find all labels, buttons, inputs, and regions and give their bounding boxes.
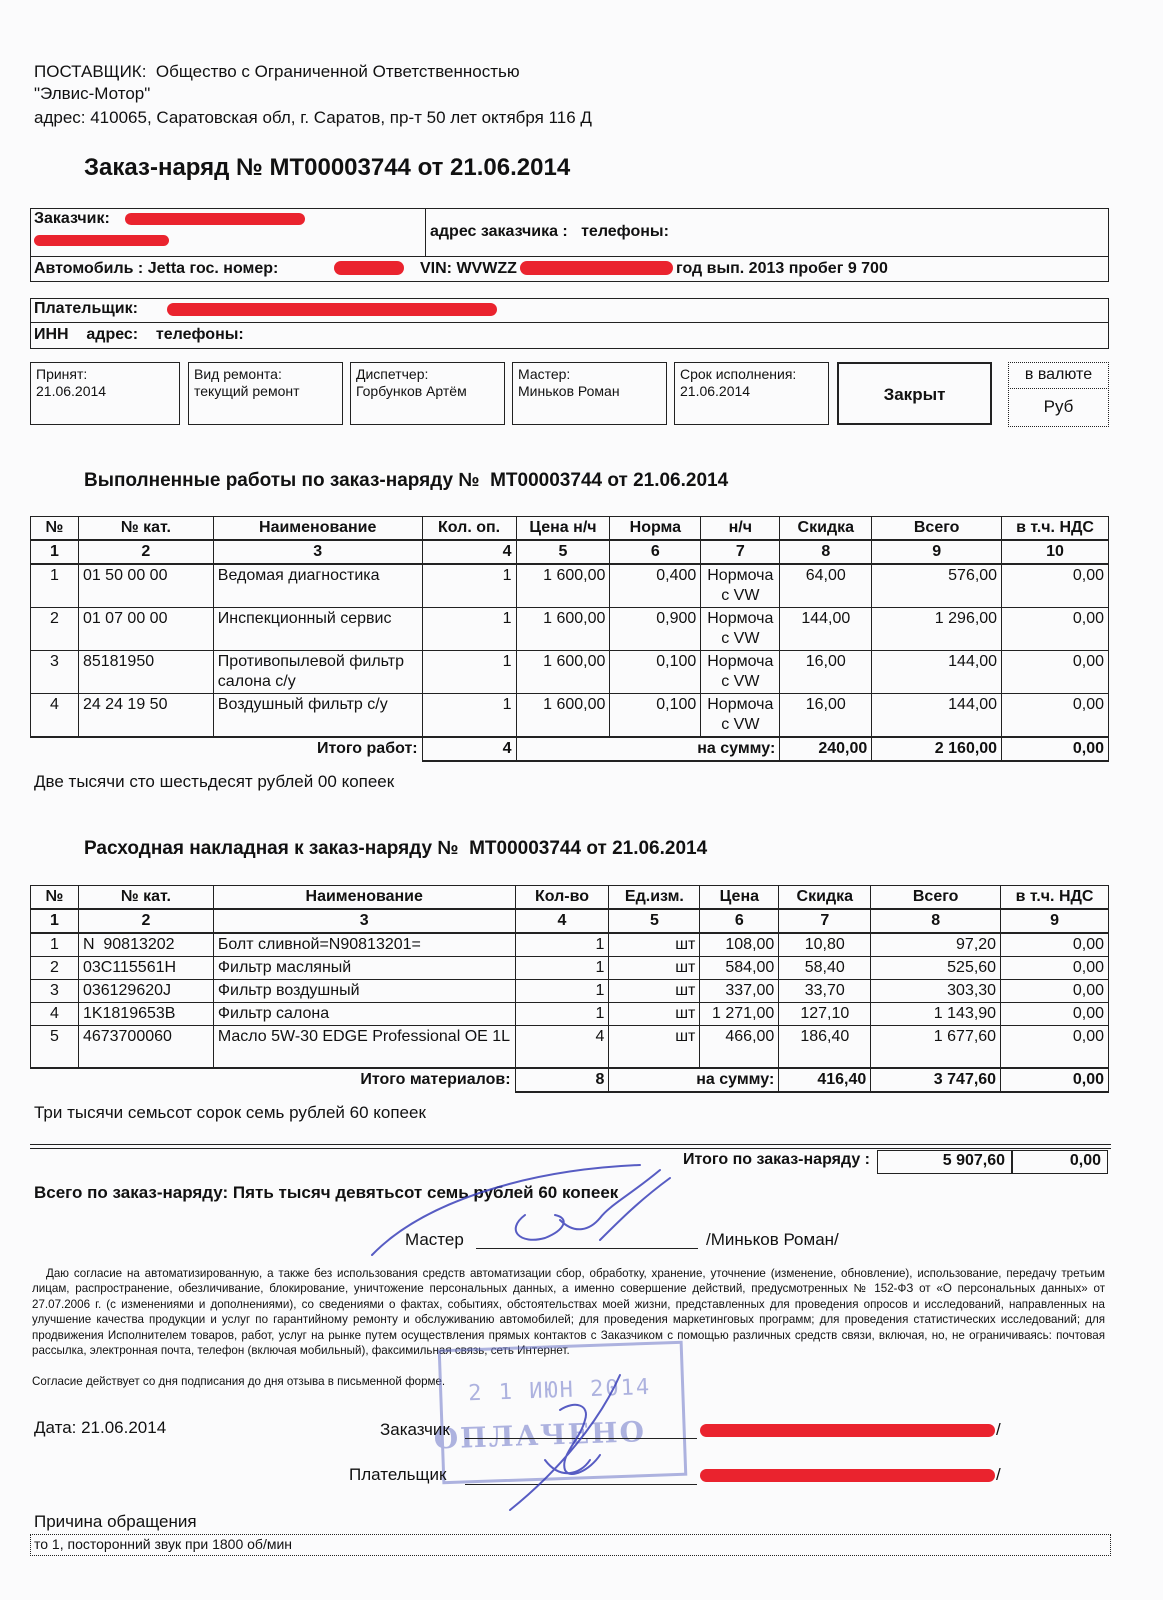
cell-price: 1 271,00 (700, 1003, 779, 1026)
customer-label: Заказчик: (34, 210, 110, 227)
cell-discount: 10,80 (779, 933, 871, 957)
cell-cat: 24 24 19 50 (78, 694, 213, 738)
materials-col-name: Наименование (213, 886, 515, 910)
cell-vat: 0,00 (1001, 1026, 1109, 1068)
cell-total: 576,00 (872, 564, 1002, 608)
works-col-discount: Скидка (780, 517, 872, 541)
materials-col-vat: в т.ч. НДС (1001, 886, 1109, 910)
colnum: 4 (515, 909, 609, 933)
cell-no: 3 (31, 980, 79, 1003)
currency-label: в валюте (1024, 366, 1093, 383)
master-label: Мастер: (518, 366, 571, 382)
status-label: Закрыт (883, 385, 946, 404)
cell-total: 144,00 (872, 694, 1002, 738)
stamp-word: ОПЛАЧЕНО (433, 1415, 647, 1456)
materials-total-sum: 3 747,60 (871, 1068, 1001, 1092)
cell-name: Ведомая диагностика (213, 564, 422, 608)
colnum: 9 (872, 540, 1002, 564)
cell-total: 1 143,90 (871, 1003, 1001, 1026)
cell-vat: 0,00 (1001, 1003, 1109, 1026)
reason-label: Причина обращения (34, 1512, 197, 1531)
grand-total-vat: 0,00 (1012, 1150, 1108, 1174)
payer-sign-label: Плательщик (349, 1465, 447, 1484)
works-col-total: Всего (872, 517, 1002, 541)
supplier-name: "Элвис-Мотор" (34, 84, 151, 103)
customer-signature (510, 1375, 620, 1510)
cell-no: 4 (31, 694, 79, 738)
dispatcher-label: Диспетчер: (356, 366, 429, 382)
colnum: 3 (213, 909, 515, 933)
currency-value: Руб (1043, 397, 1074, 416)
received-value: 21.06.2014 (36, 383, 107, 399)
materials-col-cat: № кат. (78, 886, 213, 910)
cell-discount: 16,00 (780, 694, 872, 738)
cell-price: 466,00 (700, 1026, 779, 1068)
cell-total: 525,60 (871, 957, 1001, 980)
colnum: 7 (779, 909, 871, 933)
cell-price: 108,00 (700, 933, 779, 957)
works-col-unit: н/ч (701, 517, 780, 541)
cell-name: Масло 5W-30 EDGE Professional OE 1L (213, 1026, 515, 1068)
materials-col-discount: Скидка (779, 886, 871, 910)
cell-name: Инспекционный сервис (213, 608, 422, 651)
colnum: 8 (871, 909, 1001, 933)
cell-total: 1 677,60 (871, 1026, 1001, 1068)
grand-total-label: Итого по заказ-наряду : (683, 1151, 870, 1168)
materials-col-unit: Ед.изм. (609, 886, 700, 910)
cell-discount: 64,00 (780, 564, 872, 608)
cell-norm: 0,400 (610, 564, 701, 608)
colnum: 2 (78, 540, 213, 564)
cell-unit: шт (609, 933, 700, 957)
cell-qty: 4 (515, 1026, 609, 1068)
cell-cat: 01 50 00 00 (78, 564, 213, 608)
cell-cat: 1K1819653B (78, 1003, 213, 1026)
dispatcher-value: Горбунков Артём (356, 383, 467, 399)
cell-norm: 0,900 (610, 608, 701, 651)
works-in-words: Две тысячи сто шестьдесят рублей 00 копеек (34, 772, 395, 791)
cell-price: 1 600,00 (516, 651, 610, 694)
cell-cat: 85181950 (78, 651, 213, 694)
materials-in-words: Три тысячи семьсот сорок семь рублей 60 копеек (34, 1103, 426, 1122)
cell-qty: 1 (422, 608, 516, 651)
works-col-qty: Кол. оп. (422, 517, 516, 541)
materials-col-qty: Кол-во (515, 886, 609, 910)
cell-price: 1 600,00 (516, 694, 610, 738)
cell-unit: Нормоча с VW (701, 651, 780, 694)
year-mileage: год вып. 2013 пробег 9 700 (676, 260, 888, 277)
cell-unit: шт (609, 957, 700, 980)
cell-name: Воздушный фильтр с/у (213, 694, 422, 738)
works-col-cat: № кат. (78, 517, 213, 541)
grand-total-in-words: Всего по заказ-наряду: Пять тысяч девятьсот семь рублей 60 копеек (34, 1183, 619, 1202)
cell-unit: шт (609, 1003, 700, 1026)
cell-no: 1 (31, 564, 79, 608)
cell-discount: 16,00 (780, 651, 872, 694)
cell-vat: 0,00 (1001, 980, 1109, 1003)
reason-text: то 1, посторонний звук при 1800 об/мин (34, 1536, 293, 1552)
cell-norm: 0,100 (610, 651, 701, 694)
cell-name: Фильтр салона (213, 1003, 515, 1026)
payer-sign-end: / (996, 1465, 1001, 1484)
cell-total: 303,30 (871, 980, 1001, 1003)
cell-cat: 036129620J (78, 980, 213, 1003)
colnum: 1 (31, 909, 79, 933)
consent-validity: Согласие действует со дня подписания до дня отзыва в письменной форме. (32, 1375, 446, 1388)
master-signature (372, 1165, 670, 1255)
cell-name: Болт сливной=N90813201= (213, 933, 515, 957)
cell-discount: 127,10 (779, 1003, 871, 1026)
payer-inn-line: ИНН адрес: телефоны: (34, 326, 244, 343)
master-value: Миньков Роман (518, 383, 620, 399)
page-title: Заказ-наряд № МТ00003744 от 21.06.2014 (84, 154, 571, 181)
colnum: 2 (78, 909, 213, 933)
colnum: 5 (516, 540, 610, 564)
materials-col-total: Всего (871, 886, 1001, 910)
cell-price: 337,00 (700, 980, 779, 1003)
cell-vat: 0,00 (1001, 957, 1109, 980)
materials-total-vat: 0,00 (1001, 1068, 1109, 1092)
payer-label: Плательщик: (34, 300, 138, 317)
cell-cat: 03C115561H (78, 957, 213, 980)
works-col-no: № (31, 517, 79, 541)
colnum: 7 (701, 540, 780, 564)
cell-name: Фильтр масляный (213, 957, 515, 980)
vin: VIN: WVWZZ (420, 260, 517, 277)
cell-name: Противопылевой фильтр салона с/у (213, 651, 422, 694)
cell-qty: 1 (422, 651, 516, 694)
works-col-vat: в т.ч. НДС (1002, 517, 1109, 541)
colnum: 10 (1002, 540, 1109, 564)
master-sign-name: /Миньков Роман/ (706, 1230, 839, 1249)
cell-no: 1 (31, 933, 79, 957)
materials-col-no: № (31, 886, 79, 910)
materials-sum-label: на сумму: (609, 1068, 779, 1092)
cell-norm: 0,100 (610, 694, 701, 738)
cell-qty: 1 (515, 957, 609, 980)
cell-no: 4 (31, 1003, 79, 1026)
cell-unit: шт (609, 980, 700, 1003)
cell-total: 1 296,00 (872, 608, 1002, 651)
colnum: 4 (422, 540, 516, 564)
supplier-address: адрес: 410065, Саратовская обл, г. Саратов, пр-т 50 лет октября 116 Д (34, 108, 592, 127)
works-total-sum: 2 160,00 (872, 737, 1002, 761)
cell-discount: 186,40 (779, 1026, 871, 1068)
cell-qty: 1 (515, 933, 609, 957)
cell-unit: Нормоча с VW (701, 564, 780, 608)
repair-type-label: Вид ремонта: (194, 366, 282, 382)
colnum: 6 (700, 909, 779, 933)
cell-discount: 144,00 (780, 608, 872, 651)
works-total-discount: 240,00 (780, 737, 872, 761)
cell-cat: 01 07 00 00 (78, 608, 213, 651)
works-col-price: Цена н/ч (516, 517, 610, 541)
cell-no: 3 (31, 651, 79, 694)
materials-total-discount: 416,40 (779, 1068, 871, 1092)
received-label: Принят: (36, 366, 88, 382)
customer-address-phones: адрес заказчика : телефоны: (430, 223, 669, 240)
supplier-line1: ПОСТАВЩИК: Общество с Ограниченной Ответственностью (34, 62, 520, 81)
cell-qty: 1 (515, 1003, 609, 1026)
customer-sign-label: Заказчик (380, 1420, 450, 1439)
consent-text: Даю согласие на автоматизированную, а также без использования средств автоматизации сбор, обработку, хранение, уточнение (изменение, обновление), использование, передачу третьим лицам, распространение, обезличивание, блокирование, уничтожение персональных данных, а именно совершение действий, предусмотренных № 152-ФЗ от «О персональных данных» от 27.07.2006 г. (с изменениями и дополнениями), со сведениями о фактах, событиях, обстоятельствах моей жизни, представленных для проведения опросов и исследований, направленных на улучшение качества продукции и услуг по гарантийному ремонту и обслуживанию автомобилей; для проведения маркетинговых программ; для проведения статистических исследований; для продвижения Исполнителем товаров, работ, услуг на рынке путем осуществления прямых контактов с Заказчиком с помощью различных средств связи, включая, но, не ограничиваясь: почтовая рассылка, электронная почта, телефон (включая мобильный), факсимильная связь, сеть Интернет. (32, 1267, 1105, 1358)
works-total-qty: 4 (422, 737, 516, 761)
colnum: 1 (31, 540, 79, 564)
repair-type-value: текущий ремонт (194, 383, 300, 399)
cell-no: 2 (31, 957, 79, 980)
cell-price: 1 600,00 (516, 564, 610, 608)
stamp-date: 2 1 ИЮН 2014 (467, 1374, 652, 1407)
deadline-value: 21.06.2014 (680, 383, 751, 399)
cell-vat: 0,00 (1002, 608, 1109, 651)
cell-discount: 33,70 (779, 980, 871, 1003)
cell-unit: Нормоча с VW (701, 608, 780, 651)
cell-vat: 0,00 (1001, 933, 1109, 957)
cell-qty: 1 (422, 694, 516, 738)
cell-discount: 58,40 (779, 957, 871, 980)
works-sum-label: на сумму: (516, 737, 780, 761)
materials-heading: Расходная накладная к заказ-наряду № МТ00003744 от 21.06.2014 (84, 838, 708, 859)
cell-unit: Нормоча с VW (701, 694, 780, 738)
cell-price: 584,00 (700, 957, 779, 980)
cell-vat: 0,00 (1002, 651, 1109, 694)
works-col-name: Наименование (213, 517, 422, 541)
cell-vat: 0,00 (1002, 694, 1109, 738)
cell-unit: шт (609, 1026, 700, 1068)
car-info: Автомобиль : Jetta гос. номер: (34, 260, 279, 277)
cell-cat: N 90813202 (78, 933, 213, 957)
cell-no: 5 (31, 1026, 79, 1068)
works-total-vat: 0,00 (1002, 737, 1109, 761)
colnum: 5 (609, 909, 700, 933)
works-col-norm: Норма (610, 517, 701, 541)
cell-no: 2 (31, 608, 79, 651)
cell-price: 1 600,00 (516, 608, 610, 651)
customer-sign-end: / (996, 1420, 1001, 1439)
colnum: 8 (780, 540, 872, 564)
cell-total: 97,20 (871, 933, 1001, 957)
master-sign-label: Мастер (405, 1230, 464, 1249)
cell-qty: 1 (422, 564, 516, 608)
colnum: 3 (213, 540, 422, 564)
deadline-label: Срок исполнения: (680, 366, 797, 382)
cell-vat: 0,00 (1002, 564, 1109, 608)
colnum: 9 (1001, 909, 1109, 933)
cell-cat: 4673700060 (78, 1026, 213, 1068)
materials-total-qty: 8 (515, 1068, 609, 1092)
colnum: 6 (610, 540, 701, 564)
cell-total: 144,00 (872, 651, 1002, 694)
cell-qty: 1 (515, 980, 609, 1003)
date-line: Дата: 21.06.2014 (34, 1418, 167, 1437)
grand-total-sum: 5 907,60 (877, 1150, 1012, 1174)
materials-total-label: Итого материалов: (31, 1068, 516, 1092)
works-heading: Выполненные работы по заказ-наряду № МТ00003744 от 21.06.2014 (84, 470, 729, 491)
materials-col-price: Цена (700, 886, 779, 910)
cell-name: Фильтр воздушный (213, 980, 515, 1003)
works-total-label: Итого работ: (31, 737, 423, 761)
